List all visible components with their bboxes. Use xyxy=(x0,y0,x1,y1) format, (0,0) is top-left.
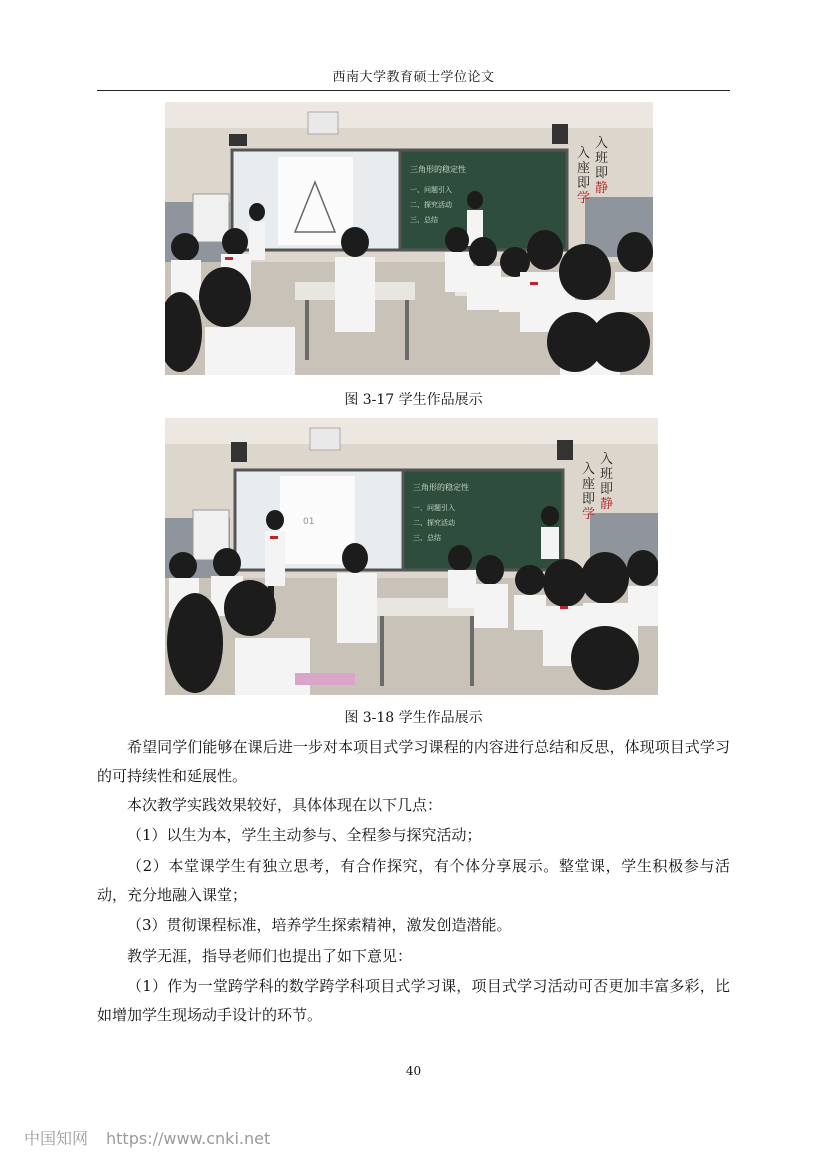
page-number: 40 xyxy=(405,1064,422,1078)
board-line: 一、问题引入 xyxy=(410,186,452,194)
paragraph: （2）本堂课学生有独立思考，有合作探究，有个体分享展示。整堂课，学生积极参与活动，充分地融入课堂； xyxy=(97,857,730,904)
wall-text: 入 xyxy=(595,136,609,151)
board-title: 三角形的稳定性 xyxy=(413,483,469,492)
board-line: 三、总结 xyxy=(413,534,441,542)
wall-text: 座 xyxy=(577,161,591,176)
board-line: 二、探究活动 xyxy=(410,201,452,209)
figure-caption: 图 3-17 学生作品展示 xyxy=(344,392,483,408)
screen-text: 01 xyxy=(303,517,315,527)
wall-text: 即 xyxy=(595,166,609,181)
wall-text: 静 xyxy=(595,181,609,196)
wall-text: 即 xyxy=(582,492,596,507)
board-line: 一、问题引入 xyxy=(413,504,455,512)
board-title: 三角形的稳定性 xyxy=(410,165,466,174)
figure-3-18-photo xyxy=(165,418,658,695)
classroom-photo-icon xyxy=(165,102,653,375)
wall-text: 入 xyxy=(577,146,591,161)
paragraph: 本次教学实践效果较好，具体体现在以下几点： xyxy=(127,796,443,814)
classroom-photo-icon xyxy=(165,418,658,695)
wall-text: 班 xyxy=(600,467,614,482)
paragraph: 希望同学们能够在课后进一步对本项目式学习课程的内容进行总结和反思，体现项目式学习的可持续性和延展性。 xyxy=(97,738,730,785)
wall-text: 入 xyxy=(582,462,596,477)
running-header: 西南大学教育硕士学位论文 xyxy=(332,70,495,85)
paragraph: （1）以生为本，学生主动参与、全程参与探究活动； xyxy=(127,826,482,844)
wall-text: 学 xyxy=(577,191,591,206)
wall-text: 即 xyxy=(577,176,591,191)
watermark-url[interactable]: https://www.cnki.net xyxy=(106,1129,271,1148)
figure-caption: 图 3-18 学生作品展示 xyxy=(344,710,483,726)
paragraph: （1）作为一堂跨学科的数学跨学科项目式学习课，项目式学习活动可否更加丰富多彩，比如增加学生现场动手设计的环节。 xyxy=(97,977,730,1024)
wall-text: 静 xyxy=(600,497,614,512)
cnki-watermark xyxy=(24,1126,270,1149)
figure-3-17-photo xyxy=(165,102,653,375)
board-line: 二、探究活动 xyxy=(413,519,455,527)
board-line: 三、总结 xyxy=(410,216,438,224)
wall-text: 学 xyxy=(582,507,596,522)
wall-text: 入 xyxy=(600,452,614,467)
paragraph: 教学无涯，指导老师们也提出了如下意见： xyxy=(127,947,413,965)
wall-text: 即 xyxy=(600,482,614,497)
wall-text: 座 xyxy=(582,477,596,492)
header-rule xyxy=(97,90,730,91)
wall-text: 班 xyxy=(595,151,609,166)
paragraph: （3）贯彻课程标准，培养学生探索精神，激发创造潜能。 xyxy=(127,916,512,934)
watermark-brand: 中国知网 xyxy=(24,1129,89,1148)
